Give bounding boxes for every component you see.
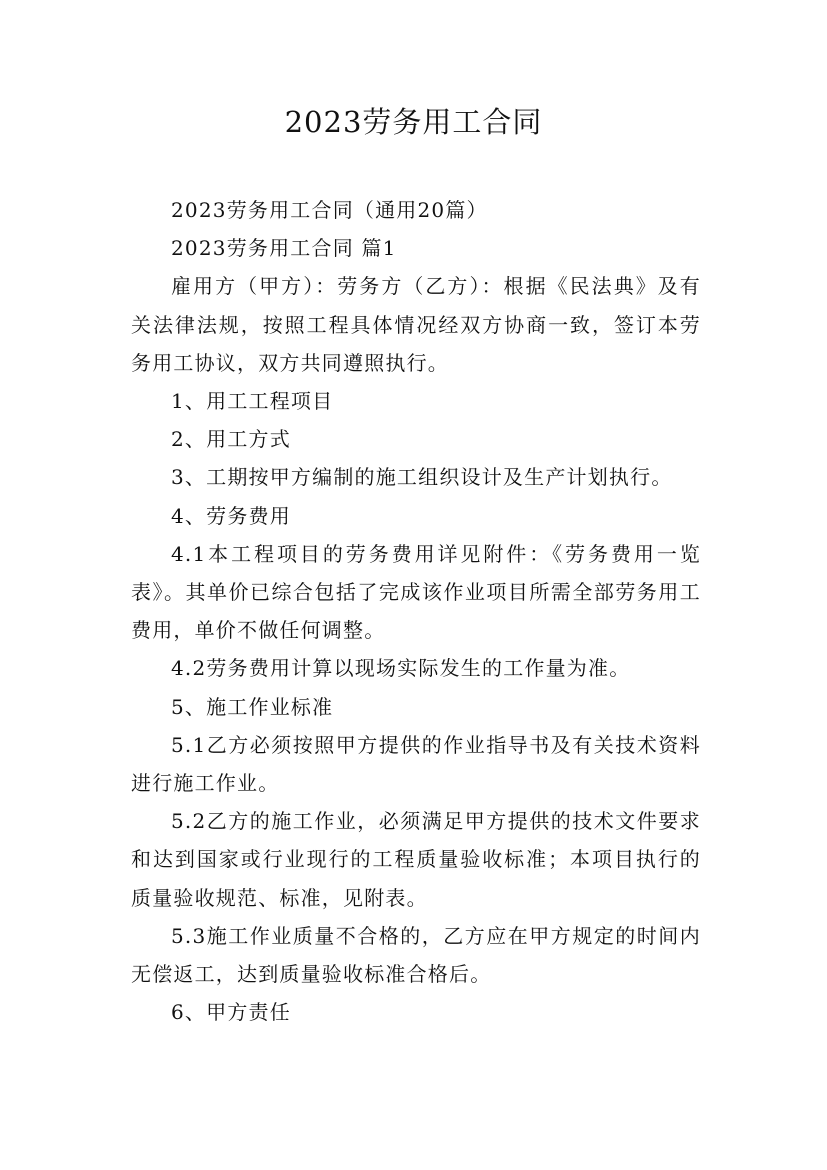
paragraph-clause-2: 2、用工方式 <box>171 427 291 452</box>
paragraph-clause-6: 6、甲方责任 <box>171 1000 291 1025</box>
paragraph-subtitle: 2023劳务用工合同（通用20篇） <box>171 198 488 222</box>
paragraph-clause-3: 3、工期按甲方编制的施工组织设计及生产计划执行。 <box>171 465 673 490</box>
paragraph-clause-4-2: 4.2劳务费用计算以现场实际发生的工作量为准。 <box>171 656 631 681</box>
paragraph-clause-5-2: 5.2乙方的施工作业，必须满足甲方提供的技术文件要求和达到国家或行业现行的工程质量验收标准；本项目执行的质量验收规范、标准，见附表。 <box>131 809 701 910</box>
paragraph-clause-5-3: 5.3施工作业质量不合格的，乙方应在甲方规定的时间内无偿返工，达到质量验收标准合格后。 <box>131 923 701 987</box>
document-title: 2023劳务用工合同 <box>284 105 543 139</box>
paragraph-clause-1: 1、用工工程项目 <box>171 389 334 414</box>
paragraph-section-heading: 2023劳务用工合同 篇1 <box>171 236 397 261</box>
paragraph-clause-5: 5、施工作业标准 <box>171 694 334 719</box>
document-body <box>131 191 701 1031</box>
paragraph-clause-4-1: 4.1本工程项目的劳务费用详见附件：《劳务费用一览表》。其单价已综合包括了完成该作业项目所需全部劳务用工费用，单价不做任何调整。 <box>131 541 701 643</box>
paragraph-clause-5-1: 5.1乙方必须按照甲方提供的作业指导书及有关技术资料进行施工作业。 <box>131 732 701 796</box>
paragraph-preamble: 雇用方（甲方）：劳务方（乙方）：根据《民法典》及有关法律法规，按照工程具体情况经双方协商一致，签订本劳务用工协议，双方共同遵照执行。 <box>131 274 701 375</box>
paragraph-clause-4: 4、劳务费用 <box>171 503 291 528</box>
